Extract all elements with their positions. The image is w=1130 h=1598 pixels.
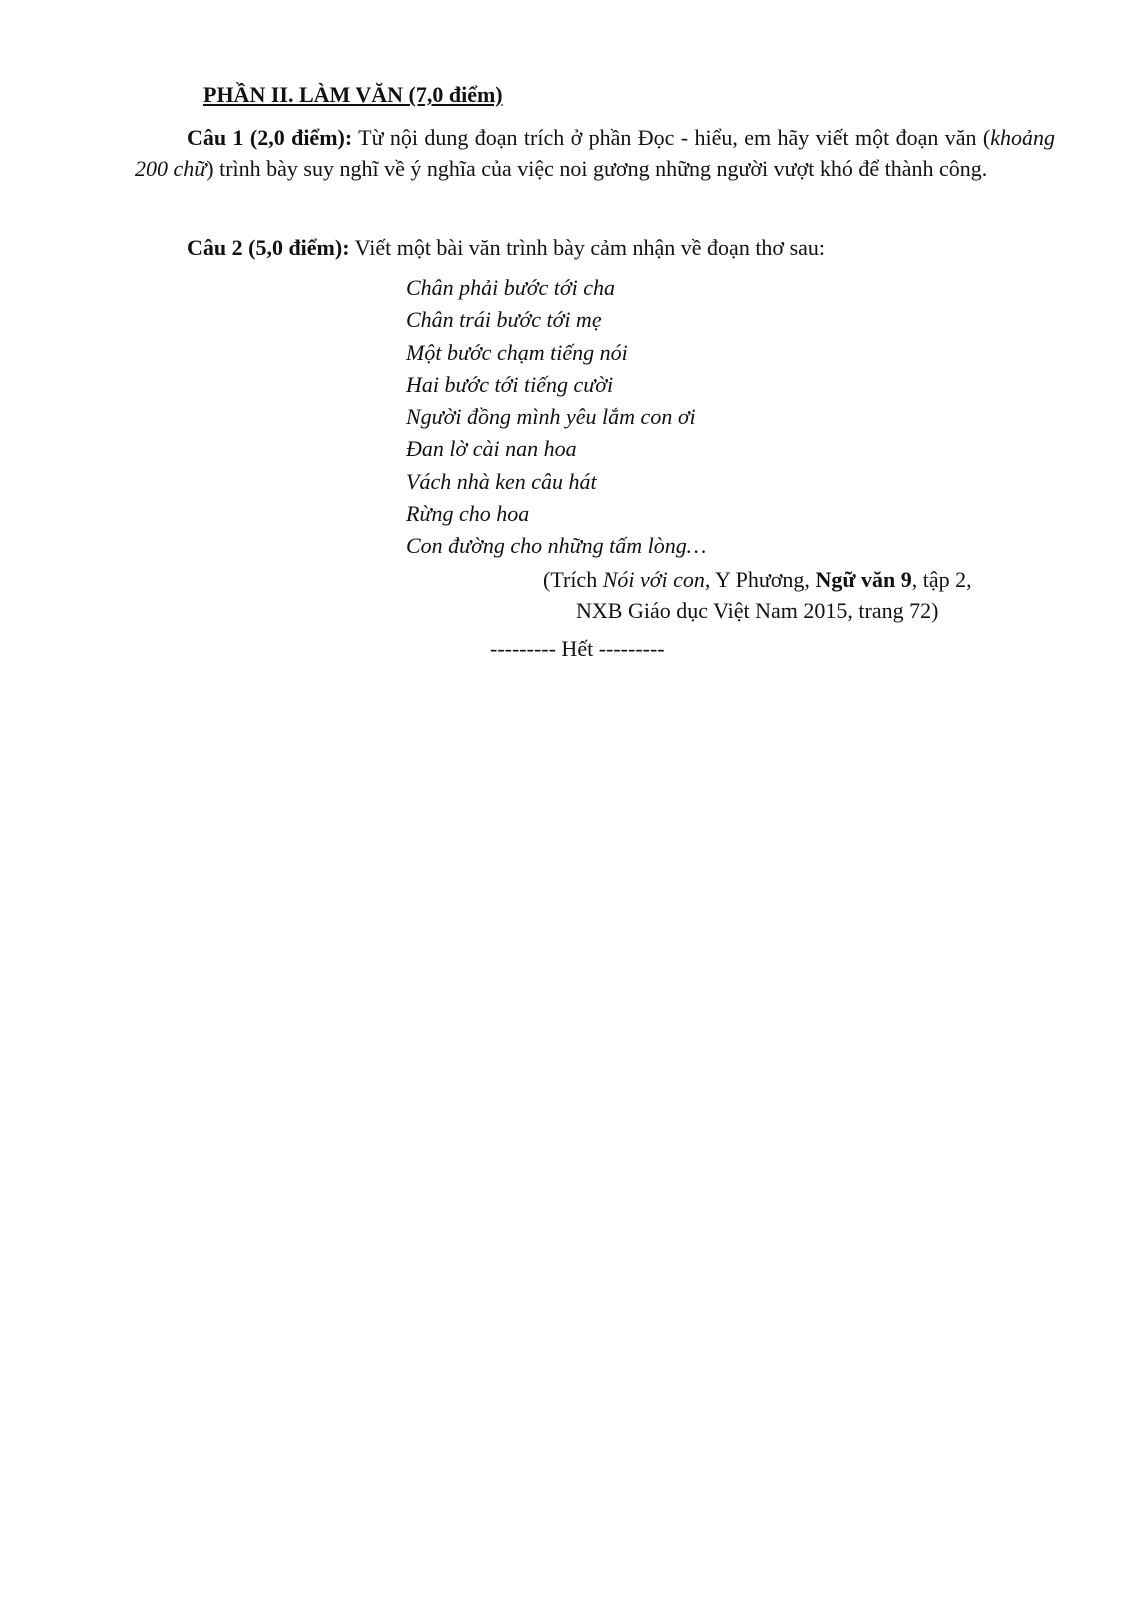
poem-citation bbox=[543, 564, 972, 626]
citation-volume: , tập 2, bbox=[911, 567, 972, 592]
question-2 bbox=[135, 232, 1055, 263]
poem-line: Một bước chạm tiếng nói bbox=[406, 339, 628, 365]
poem-line: Vách nhà ken câu hát bbox=[406, 468, 597, 494]
citation-work-title: Nói với con bbox=[602, 567, 705, 592]
poem-line: Con đường cho những tấm lòng… bbox=[406, 533, 707, 559]
question-1-text-before: Từ nội dung đoạn trích ở phần Đọc - hiểu, em hãy viết một đoạn văn ( bbox=[352, 125, 991, 150]
poem-line: Người đồng mình yêu lắm con ơi bbox=[406, 404, 696, 430]
section-title: PHẦN II. LÀM VĂN (7,0 điểm) bbox=[203, 82, 503, 107]
poem-excerpt bbox=[406, 272, 706, 563]
poem-line: Chân phải bước tới cha bbox=[406, 275, 616, 300]
question-1-label: Câu 1 (2,0 điểm): bbox=[187, 125, 353, 150]
question-1-text-italic: khoảng 200 chữ bbox=[135, 125, 1056, 181]
question-2-label: Câu 2 (5,0 điểm): bbox=[187, 235, 350, 260]
citation-publisher: NXB Giáo dục Việt Nam 2015, trang 72) bbox=[576, 598, 939, 623]
question-2-text: Viết một bài văn trình bày cảm nhận về đoạn thơ sau: bbox=[349, 235, 826, 260]
poem-line: Rừng cho hoa bbox=[406, 501, 530, 527]
citation-author: , Y Phương, bbox=[704, 567, 816, 592]
question-1-text-after: ) trình bày suy nghĩ về ý nghĩa của việc noi gương những người vượt khó để thành công. bbox=[206, 156, 988, 181]
citation-open: (Trích bbox=[543, 567, 603, 592]
citation-line-1 bbox=[543, 567, 972, 592]
question-1 bbox=[135, 122, 1055, 184]
citation-book: Ngữ văn 9 bbox=[815, 567, 912, 592]
end-mark: --------- Hết --------- bbox=[490, 636, 665, 661]
poem-line: Hai bước tới tiếng cười bbox=[406, 371, 614, 397]
poem-line: Đan lờ cài nan hoa bbox=[406, 436, 577, 462]
poem-line: Chân trái bước tới mẹ bbox=[406, 307, 602, 333]
